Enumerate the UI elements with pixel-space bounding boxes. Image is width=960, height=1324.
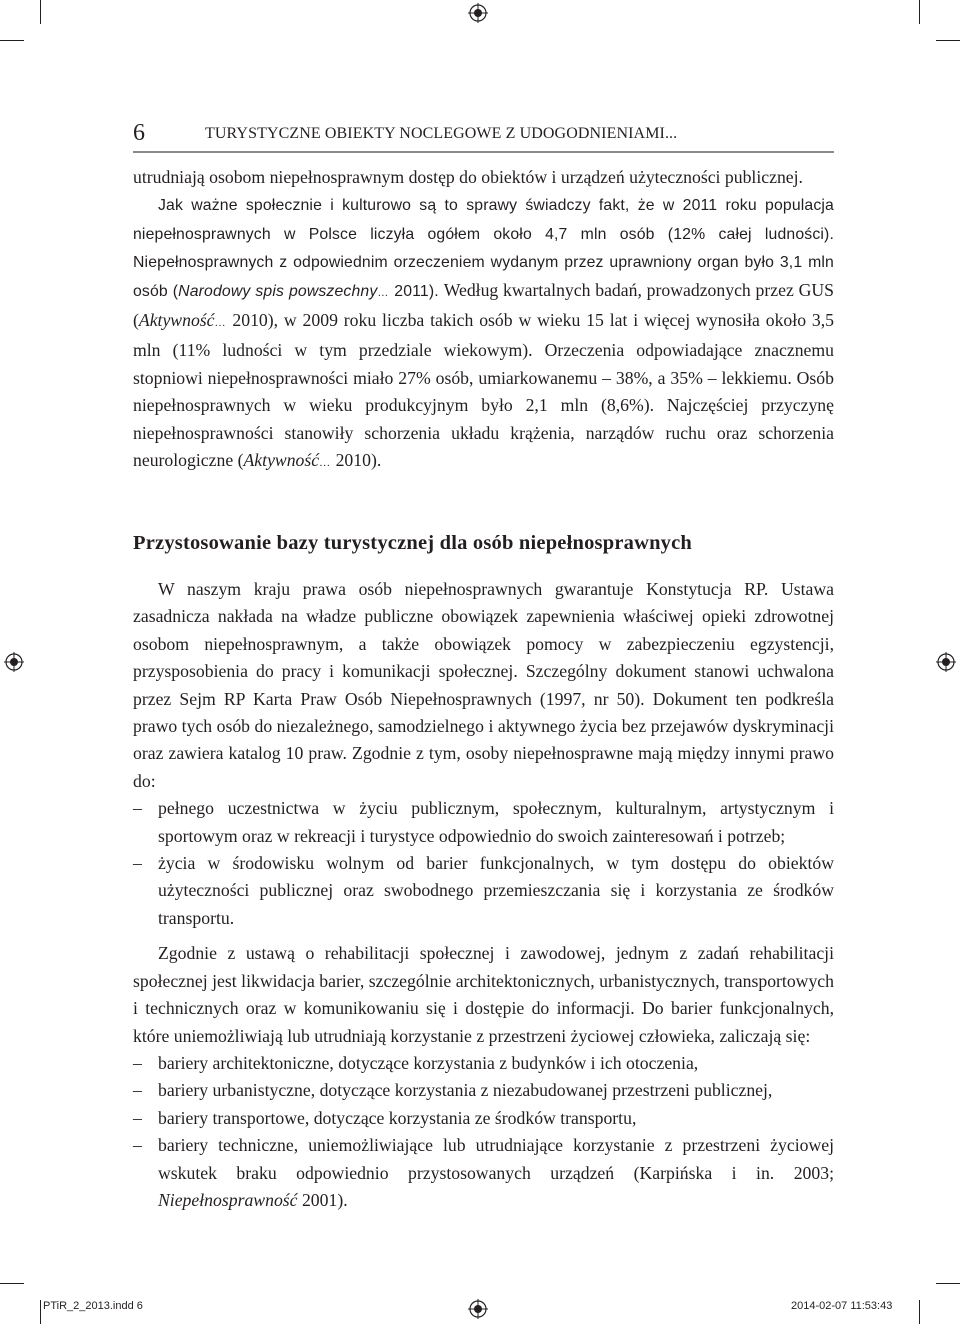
crop-mark bbox=[936, 1283, 960, 1284]
footer-timestamp: 2014-02-07 11:53:43 bbox=[791, 1300, 893, 1312]
crop-mark bbox=[0, 40, 24, 41]
list-item: – bariery transportowe, dotyczące korzystania ze środków transportu, bbox=[133, 1107, 637, 1128]
body-text-bottom bbox=[133, 576, 834, 1214]
body-text-top bbox=[133, 164, 834, 477]
crop-mark bbox=[0, 1283, 24, 1284]
crop-mark bbox=[40, 0, 41, 24]
running-header bbox=[133, 118, 833, 154]
crop-mark bbox=[919, 1300, 920, 1324]
footer-file-slug: PTiR_2_2013.indd 6 bbox=[43, 1300, 143, 1312]
running-title: TURYSTYCZNE OBIEKTY NOCLEGOWE Z UDOGODNIENIAMI... bbox=[205, 125, 678, 142]
list-item: – bariery urbanistyczne, dotyczące korzystania z niezabudowanej przestrzeni publicznej, bbox=[133, 1080, 773, 1101]
registration-mark-icon bbox=[468, 3, 488, 23]
paragraph: utrudniają osobom niepełnosprawnym dostęp do obiektów i urządzeń użyteczności publicznej. bbox=[133, 167, 803, 187]
page-number: 6 bbox=[133, 120, 145, 146]
registration-mark-icon bbox=[468, 1299, 488, 1319]
list-item: – bariery techniczne, uniemożliwiające lub utrudniające korzystanie z przestrzeni życiowej wskutek braku odpowiednio przystosowanych urządzeń (Karpińska i in. 2003; Niepełnosprawność 2001). bbox=[133, 1135, 834, 1210]
crop-mark bbox=[936, 40, 960, 41]
crop-mark bbox=[40, 1300, 41, 1324]
registration-mark-icon bbox=[4, 652, 24, 672]
paragraph-statistics: Jak ważne społecznie i kulturowo są to sprawy świadczy fakt, że w 2011 roku populacja niepełnosprawnych w Polsce liczyła ogółem około 4,7 mln osób (12% całej ludności). Niepełnosprawnych z odpowiednim orzeczeniem wydanym przez uprawniony organ było 3,1 mln osób (Narodowy spis powszechny… 2011). Według kwartalnych badań, prowadzonych przez GUS (Aktywność… 2010), w 2009 roku liczba takich osób w wieku 15 lat i więcej wynosiła około 3,5 mln (11% ludności w tym przedziale wiekowym). Orzeczenia odpowiadające znacznemu stopniowi niepełnosprawności miało 27% osób, umiarkowanemu – 38%, a 35% – lekkiemu. Osób niepełnosprawnych w wieku produkcyjnym było 2,1 mln (8,6%). Najczęściej przyczynę niepełnosprawności stanowiły schorzenia układu krążenia, narządów ruchu oraz schorzenia neurologiczne (Aktywność… 2010). bbox=[133, 197, 834, 471]
rights-list bbox=[133, 795, 834, 932]
paragraph-text: Jak ważne społecznie i kulturowo są to sprawy świadczy fakt, że w 2011 roku populacja niepełnosprawnych w Polsce liczyła ogółem około 4,7 mln osób (12% całej ludności). Niepełnosprawnych z odpowiednim orzeczeniem wydanym przez uprawniony organ było 3,1 mln osób (Narodowy spis powszechny… 2011). bbox=[133, 197, 834, 300]
list-item: – bariery architektoniczne, dotyczące korzystania z budynków i ich otoczenia, bbox=[133, 1052, 699, 1073]
section-heading: Przystosowanie bazy turystycznej dla osób niepełnosprawnych bbox=[133, 532, 693, 554]
list-item: – pełnego uczestnictwa w życiu publicznym, społecznym, kulturalnym, artystycznym i sportowym oraz w rekreacji i turystyce odpowiednio do swoich zainteresowań i potrzeb; bbox=[133, 798, 834, 846]
barriers-list bbox=[133, 1050, 834, 1214]
crop-mark bbox=[919, 0, 920, 24]
paragraph: Zgodnie z ustawą o rehabilitacji społecznej i zawodowej, jednym z zadań rehabilitacji społecznej jest likwidacja barier, szczególnie architektonicznych, urbanistycznych, transportowych i technicznych oraz w komunikowaniu się i dostępie do informacji. Do barier funkcjonalnych, które uniemożliwiają lub utrudniają korzystanie z przestrzeni życiowej człowieka, zaliczają się: bbox=[133, 943, 834, 1046]
paragraph: W naszym kraju prawa osób niepełnosprawnych gwarantuje Konstytucja RP. Ustawa zasadnicza nakłada na władze publiczne obowiązek zapewnienia właściwej opieki zdrowotnej osobom niepełnosprawnym, a także obowiązek pomocy w zabezpieczeniu egzystencji, przysposobienia do pracy i komunikacji społecznej. Szczególny dokument stanowi uchwalona przez Sejm RP Karta Praw Osób Niepełnosprawnych (1997, nr 50). Dokument ten podkreśla prawo tych osób do niezależnego, samodzielnego i aktywnego życia bez przejawów dyskryminacji oraz zawiera katalog 10 praw. Zgodnie z tym, osoby niepełnosprawne mają między innymi prawo do: bbox=[133, 579, 834, 791]
list-item: – życia w środowisku wolnym od barier funkcjonalnych, w tym dostępu do obiektów użyteczności publicznej oraz swobodnego przemieszczania się i korzystania ze środków transportu. bbox=[133, 853, 834, 928]
header-rule bbox=[133, 151, 834, 153]
registration-mark-icon bbox=[936, 652, 956, 672]
